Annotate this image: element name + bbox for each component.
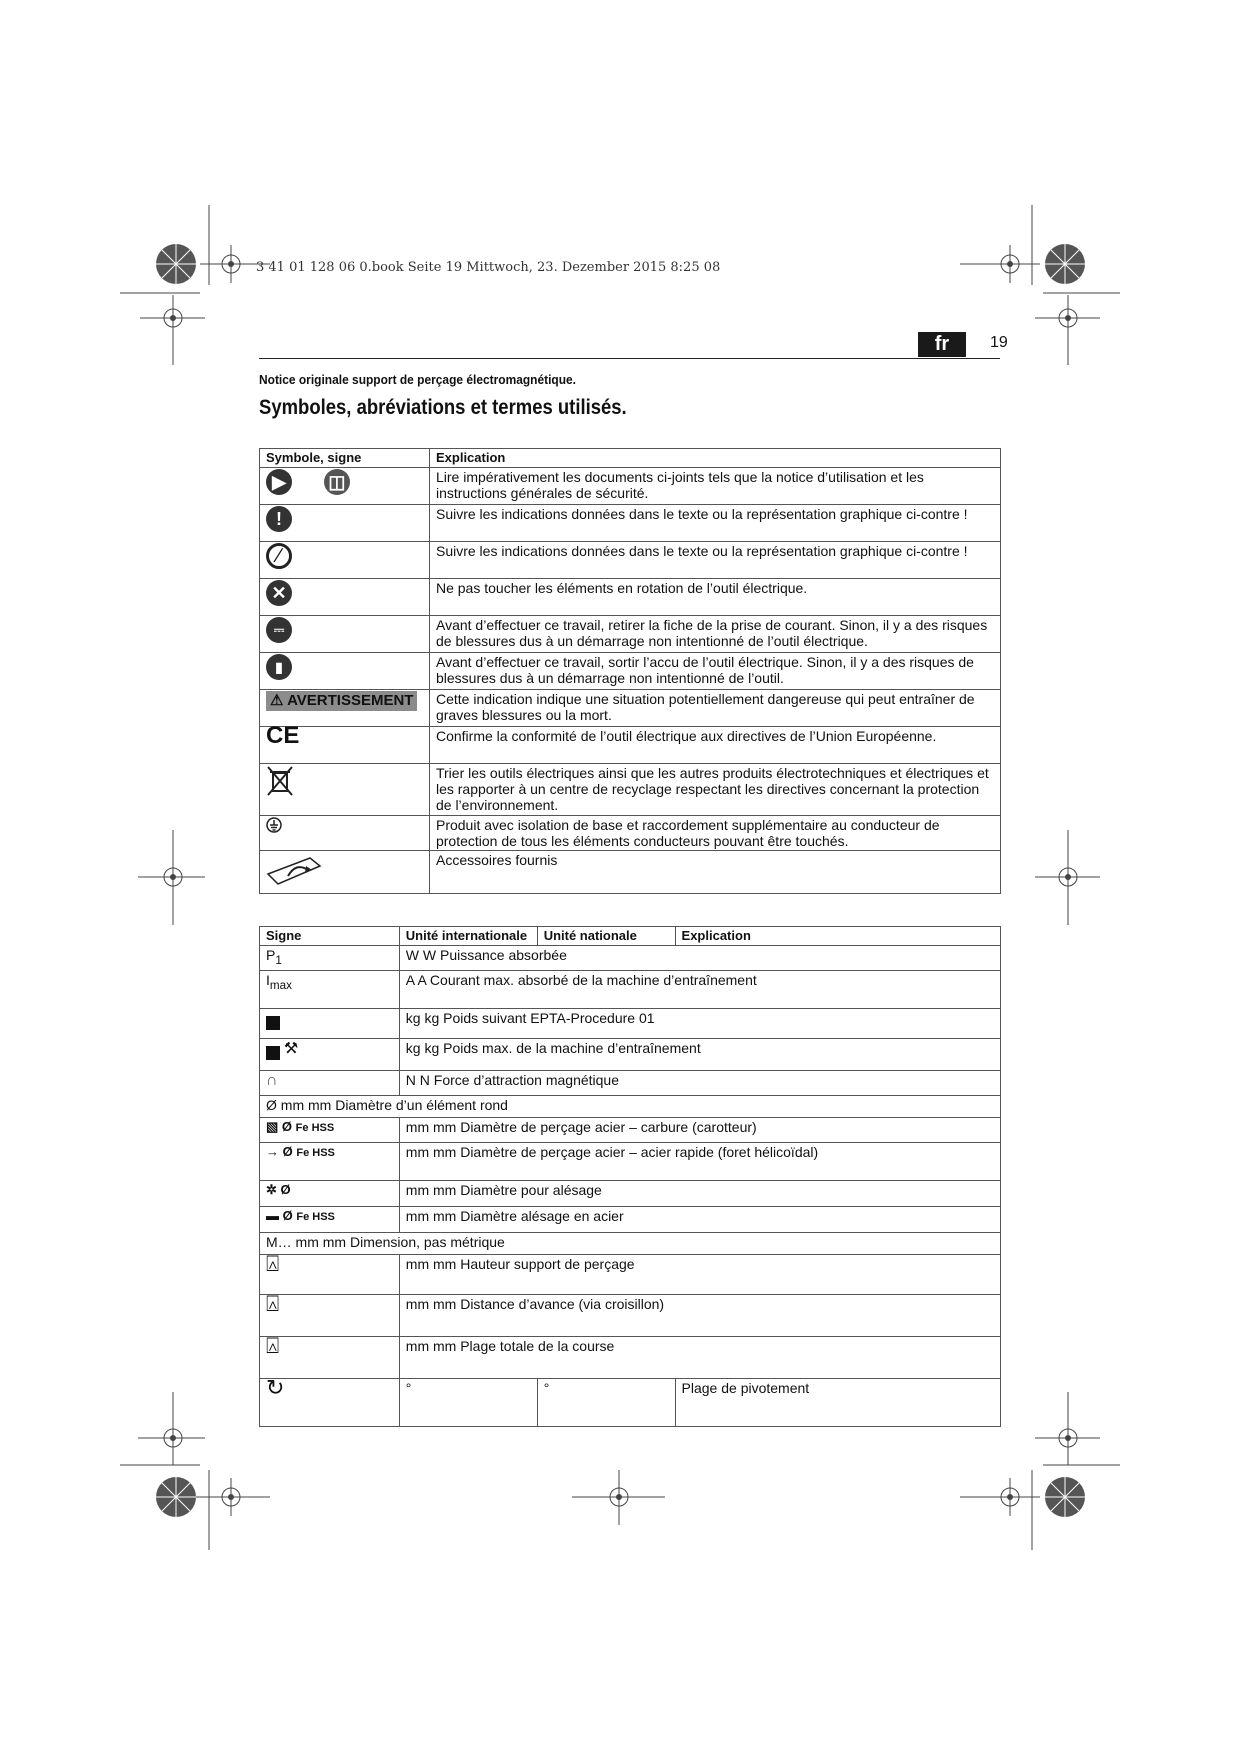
table-row: [260, 616, 1001, 653]
magnet-icon: ∩: [266, 1071, 278, 1089]
row-text: kg kg Poids max. de la machine d’entraînement: [399, 1038, 1000, 1070]
swivel-range-icon: ↻: [266, 1374, 285, 1400]
column-header: Explication: [675, 927, 1000, 946]
explanation-text: Confirme la conformité de l’outil électrique aux directives de l’Union Européenne.: [429, 727, 1000, 764]
core-drill-icon: ▧: [266, 1118, 279, 1134]
row-text: W W Puissance absorbée: [399, 946, 1000, 971]
table-row: [260, 1070, 1001, 1095]
row-text: mm mm Diamètre alésage en acier: [399, 1206, 1000, 1232]
weight-icon: [266, 1016, 280, 1030]
explanation-text: Accessoires fournis: [429, 851, 1000, 894]
total-stroke-icon: ⍓: [266, 1332, 280, 1358]
explanation-text: Cette indication indique une situation potentiellement dangereuse qui peut entraîner de graves blessures ou la mort.: [429, 690, 1000, 727]
table-row: [260, 690, 1001, 727]
table-row: [260, 764, 1001, 816]
unit-national: °: [537, 1378, 675, 1426]
row-text: A A Courant max. absorbé de la machine d’entraînement: [399, 970, 1000, 1008]
table-row: [260, 946, 1001, 971]
exclamation-icon: !: [266, 506, 292, 532]
drill-icon: ⚒: [283, 1040, 299, 1058]
column-header: Explication: [429, 449, 1000, 468]
column-header: Unité internationale: [399, 927, 537, 946]
unit-international: °: [399, 1378, 537, 1426]
warning-label: ⚠ AVERTISSEMENT: [266, 691, 417, 711]
remove-battery-icon: ▮: [266, 654, 292, 680]
reamer-steel-icon: ▬: [266, 1207, 279, 1223]
row-text: mm mm Diamètre de perçage acier – acier rapide (foret hélicoïdal): [399, 1142, 1000, 1180]
explanation-text: Avant d’effectuer ce travail, retirer la fiche de la prise de courant. Sinon, il y a des risques de blessures dus à un démarrage non intentionné de l’outil électrique.: [429, 616, 1000, 653]
table-row: [260, 542, 1001, 579]
table-row: [260, 816, 1001, 851]
unplug-icon: ⎓: [266, 617, 292, 643]
table-row: ▬ Ø Fe HSS mm mm Diamètre alésage en acier: [260, 1206, 1001, 1232]
drill-stand-height-icon: ⍓: [266, 1250, 280, 1276]
twist-drill-icon: →: [266, 1143, 279, 1159]
column-header: Symbole, signe: [260, 449, 430, 468]
table-row: [260, 1378, 1001, 1426]
sign-cell: $I_{max}$: [260, 970, 400, 1008]
symbols-table: [259, 448, 1001, 894]
explanation-text: Produit avec isolation de base et raccordement supplémentaire au conducteur de protection de tous les éléments conducteurs pouvant être touchés.: [429, 816, 1000, 851]
explanation-text: Suivre les indications données dans le texte ou la représentation graphique ci-contre !: [429, 505, 1000, 542]
weight-drill-icon: [266, 1046, 280, 1060]
row-text: M… mm mm Dimension, pas métrique: [260, 1232, 1001, 1254]
table-row: [260, 1254, 1001, 1294]
table-row: ✲ Ø mm mm Diamètre pour alésage: [260, 1180, 1001, 1206]
file-info-line: 3 41 01 128 06 0.book Seite 19 Mittwoch, 23. Dezember 2015 8:25 08: [256, 260, 721, 275]
table-row: [260, 505, 1001, 542]
table-row: [260, 727, 1001, 764]
row-text: mm mm Hauteur support de perçage: [399, 1254, 1000, 1294]
prohibited-icon: ∕: [266, 543, 292, 569]
explanation-text: Trier les outils électriques ainsi que les autres produits électrotechniques et électriques et les rapporter à un centre de recyclage respectant les directives concernant la protection de l’environnement.: [429, 764, 1000, 816]
read-manual-icon: ▶: [266, 469, 292, 495]
document-subtitle: Notice originale support de perçage électromagnétique.: [259, 372, 577, 387]
row-text: mm mm Distance d’avance (via croisillon): [399, 1294, 1000, 1336]
table-row: ▧ Ø Fe HSS mm mm Diamètre de perçage acier – carbure (carotteur): [260, 1117, 1001, 1142]
column-header: Signe: [260, 927, 400, 946]
table-header-row: [260, 449, 1001, 468]
row-text: N N Force d’attraction magnétique: [399, 1070, 1000, 1095]
table-row: → Ø Fe HSS mm mm Diamètre de perçage acier – acier rapide (foret hélicoïdal): [260, 1142, 1001, 1180]
feed-distance-icon: ⍓: [266, 1290, 280, 1316]
units-table: [259, 926, 1001, 1427]
weee-bin-icon: [266, 765, 294, 797]
table-row: [260, 851, 1001, 894]
row-text: kg kg Poids suivant EPTA-Procedure 01: [399, 1008, 1000, 1038]
column-header: Unité nationale: [537, 927, 675, 946]
table-row: [260, 1294, 1001, 1336]
book-icon: ◫: [324, 469, 350, 495]
table-row: [260, 653, 1001, 690]
table-header-row: [260, 927, 1001, 946]
explanation-text: Lire impérativement les documents ci-joints tels que la notice d’utilisation et les instructions générales de sécurité.: [429, 468, 1000, 505]
row-text: Plage de pivotement: [675, 1378, 1000, 1426]
table-row: [260, 970, 1001, 1008]
explanation-text: Ne pas toucher les éléments en rotation de l’outil électrique.: [429, 579, 1000, 616]
table-row: [260, 579, 1001, 616]
table-row: [260, 1038, 1001, 1070]
row-text: mm mm Diamètre de perçage acier – carbure (carotteur): [399, 1117, 1000, 1142]
protective-earth-icon: [266, 817, 282, 833]
row-text: mm mm Diamètre pour alésage: [399, 1180, 1000, 1206]
table-row: [260, 1336, 1001, 1378]
table-row: [260, 468, 1001, 505]
explanation-text: Avant d’effectuer ce travail, sortir l’accu de l’outil électrique. Sinon, il y a des risques de blessures dus à un démarrage non intentionné de l’outil.: [429, 653, 1000, 690]
page-title: Symboles, abréviations et termes utilisés.: [259, 396, 627, 419]
row-text: mm mm Plage totale de la course: [399, 1336, 1000, 1378]
table-row: [260, 1232, 1001, 1254]
table-row: [260, 1008, 1001, 1038]
page-number: 19: [990, 334, 1008, 351]
sign-cell: $P_1$: [260, 946, 400, 971]
table-row: [260, 1095, 1001, 1117]
no-touch-rotation-icon: ✕: [266, 580, 292, 606]
row-text: Ø mm mm Diamètre d’un élément rond: [260, 1095, 1001, 1117]
header-rule: [259, 358, 1000, 359]
accessories-icon: [266, 852, 322, 888]
explanation-text: Suivre les indications données dans le texte ou la représentation graphique ci-contre !: [429, 542, 1000, 579]
language-badge: fr: [918, 332, 966, 357]
ce-mark-icon: CE: [266, 722, 300, 749]
reamer-icon: ✲: [266, 1181, 277, 1197]
